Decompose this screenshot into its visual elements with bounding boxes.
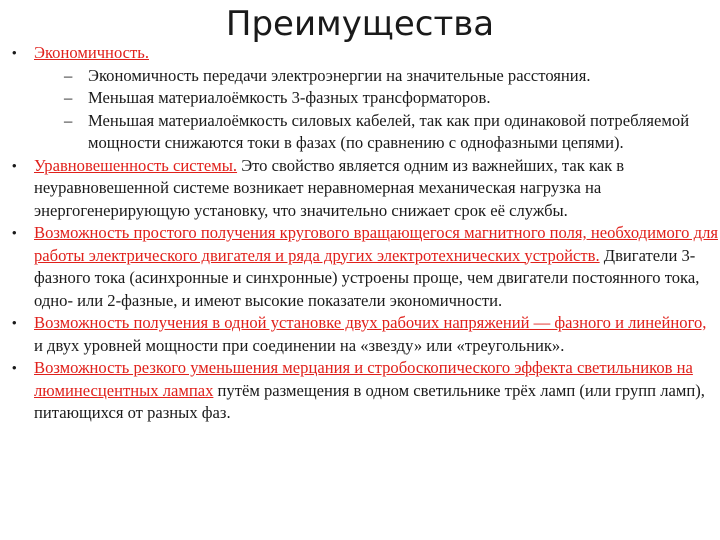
bullet-two-voltages [12, 312, 718, 357]
slide-content [12, 42, 718, 425]
bullet-flicker [12, 357, 718, 425]
bullet-marker: • [12, 225, 17, 240]
sub-item [34, 87, 718, 110]
sub-marker: – [64, 88, 73, 107]
bullet-flicker-heading: Возможность резкого уменьшения мерцания и стробоскопического эффекта светильников на люминесцентных лампах [34, 358, 693, 400]
bullet-economy-heading: Экономичность. [34, 43, 149, 62]
bullet-marker: • [12, 157, 17, 173]
sub-item [34, 65, 718, 88]
sub-item-text: Меньшая материалоёмкость 3-фазных трансформаторов. [88, 88, 491, 107]
bullet-balance-heading: Уравновешенность системы. [34, 155, 238, 175]
bullet-two-voltages-heading: Возможность получения в одной установке двух рабочих напряжений — фазного и линейного, [34, 313, 707, 332]
sub-item-text: Меньшая материалоёмкость силовых кабелей, так как при одинаковой потребляемой мощности снижаются токи в фазах (по сравнению с однофазными цепями). [88, 110, 690, 152]
bullet-rotating-field-heading: Возможность простого получения кругового вращающегося магнитного поля, необходимого для работы электрического двигателя и ряда других электротехнических устройств. [34, 223, 718, 265]
slide-title: Преимущества [225, 4, 495, 44]
bullet-rotating-field-text: Двигатели 3-фазного тока (асинхронные и синхронные) устроены проще, чем двигатели постоянного тока, одно- или 2-фазные, и имеют высокие показатели экономичности. [34, 245, 700, 310]
bullet-marker: • [12, 360, 17, 375]
bullet-marker: • [12, 45, 17, 60]
bullet-marker: • [12, 315, 17, 330]
bullet-two-voltages-text: и двух уровней мощности при соединении на «звезду» или «треугольник». [34, 335, 565, 355]
bullet-rotating-field [12, 222, 718, 312]
bullet-balance [12, 155, 718, 223]
bullet-economy [12, 42, 718, 155]
sub-marker: – [64, 110, 73, 130]
economy-sublist [34, 65, 718, 155]
bullet-balance-text: Это свойство является одним из важнейших, так как в неуравновешенной системе возникает неравномерная механическая нагрузка на энергогенерирующую установку, что значительно снижает срок её службы. [34, 155, 625, 220]
sub-marker: – [64, 65, 73, 85]
bullet-flicker-text: путём размещения в одном светильнике трёх ламп (или групп ламп), питающихся от разных фаз. [34, 380, 705, 422]
sub-item-text: Экономичность передачи электроэнергии на значительные расстояния. [88, 65, 591, 85]
sub-item [34, 110, 718, 155]
